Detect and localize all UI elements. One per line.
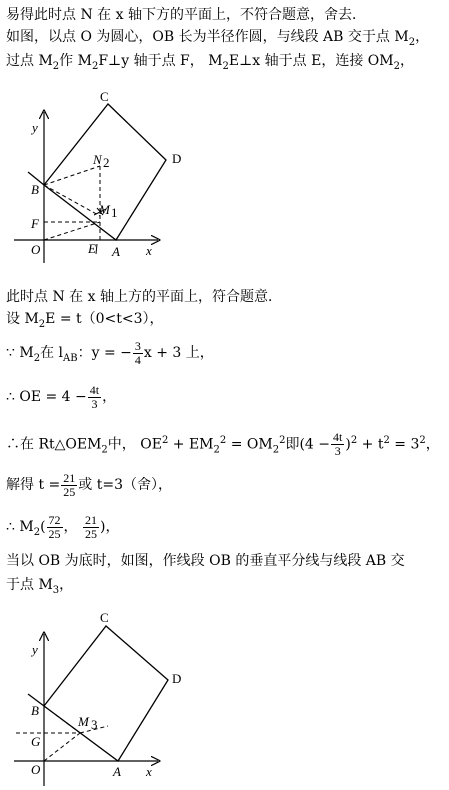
line12-text: 于点 M — [6, 577, 53, 593]
fig2-label-y: y — [32, 642, 38, 657]
line5-b: E = t（0<t<3）， — [45, 311, 164, 327]
fig2-label-g: G — [31, 734, 41, 749]
line3-sub2: 2 — [91, 60, 99, 72]
line8-f: (4 − — [299, 436, 331, 453]
line10-b: ( — [40, 519, 46, 535]
line8-h: + t — [357, 436, 384, 453]
line3-sub4: 2 — [393, 60, 400, 72]
line6-e: x + 3 上， — [143, 345, 214, 361]
oe-num: 4t — [89, 382, 100, 397]
eq-den: 3 — [334, 444, 341, 459]
m2x-den: 25 — [48, 526, 61, 541]
fig2-label-o: O — [31, 762, 41, 777]
line2-sub: 2 — [408, 36, 416, 48]
text-line-9 — [6, 470, 172, 500]
line10-a: ∴ M — [6, 519, 34, 535]
fig1-label-e: E — [88, 241, 96, 256]
line8-sup6: 2 — [419, 435, 426, 446]
line7-a: ∴ OE = 4 − — [6, 389, 87, 405]
oe-den: 3 — [91, 396, 98, 411]
oe-fraction — [88, 384, 101, 411]
fig2-label-m: M — [78, 714, 89, 729]
line8-sup2: 2 — [219, 435, 227, 446]
text-line-2 — [6, 28, 429, 52]
fig2-label-d: D — [172, 671, 182, 686]
line6-d: ：y = − — [77, 345, 132, 361]
fig1-label-y: y — [32, 120, 38, 135]
line3-sub3: 2 — [222, 60, 229, 72]
fig2-label-m-sub: 3 — [91, 717, 98, 732]
fig1-label-a: A — [112, 244, 120, 259]
line9-b: 或 t=3（舍）， — [78, 477, 172, 493]
line5-sub: 2 — [38, 318, 46, 330]
line6-sub: 2 — [33, 352, 41, 364]
line8-b: 中， OE — [107, 436, 162, 453]
line8-sup5: 2 — [383, 435, 390, 446]
line10-c: ， — [63, 519, 82, 535]
m2x-num: 72 — [48, 512, 61, 527]
fig1-dash-bm1 — [44, 185, 100, 216]
fig1-label-m-sub: 1 — [111, 205, 118, 220]
line8-a: ∴在 Rt△OEM — [6, 436, 102, 453]
line3-a: 过点 M — [6, 53, 53, 69]
text-line-1: 易得此时点 N 在 x 轴下方的平面上，不符合题意，舍去． — [6, 7, 366, 23]
t-den: 25 — [63, 484, 76, 499]
text-line-3 — [6, 52, 414, 76]
text-line-8 — [6, 426, 440, 465]
fig1-label-n-sub: 2 — [103, 155, 110, 170]
line8-sup3: 2 — [279, 435, 286, 446]
t-fraction — [61, 472, 77, 499]
eq-fraction — [331, 431, 344, 458]
line8-g: ) — [345, 436, 351, 453]
fig1-dash-om1 — [44, 222, 100, 240]
fig1-label-c: C — [100, 89, 109, 104]
line8-sub1: 2 — [101, 444, 108, 456]
line9-a: 解得 t = — [6, 477, 61, 493]
fig1-label-o: O — [31, 242, 41, 257]
line7-b: ， — [102, 389, 117, 405]
fig2-label-x: x — [146, 764, 152, 779]
m2y-fraction — [83, 514, 99, 541]
figure-2 — [0, 608, 200, 788]
line3-sub1: 2 — [52, 60, 60, 72]
line6-sub-ab: AB — [63, 352, 78, 364]
line8-d: = OM — [226, 436, 273, 453]
slope-num: 3 — [134, 338, 141, 353]
line3-b: 作 M — [59, 53, 92, 69]
line2-text: 如图，以点 O 为圆心，OB 长为半径作圆，与线段 AB 交于点 M — [6, 29, 409, 45]
fig1-label-n: N — [93, 152, 102, 167]
text-line-11: 当以 OB 为底时，如图，作线段 OB 的垂直平分线与线段 AB 交 — [6, 553, 405, 569]
line6-b: 在 l — [40, 345, 64, 361]
line8-e: 即 — [285, 436, 300, 453]
eq-num: 4t — [333, 430, 343, 445]
fig2-square — [44, 626, 168, 761]
line10-d: )， — [100, 519, 120, 535]
line5-a: 设 M — [6, 311, 39, 327]
text-line-5 — [6, 310, 164, 334]
fig1-tick-e — [96, 244, 97, 254]
line8-sub3: 2 — [272, 444, 280, 456]
line8-c: + EM — [168, 436, 214, 453]
text-line-12 — [6, 576, 73, 600]
line12-end: ， — [59, 577, 74, 593]
m2y-den: 25 — [85, 526, 97, 541]
line3-e: ， — [399, 53, 414, 69]
fig2-label-b: B — [31, 703, 39, 718]
fig1-label-b: B — [31, 182, 39, 197]
t-num: 21 — [63, 470, 76, 485]
line8-sub2: 2 — [213, 444, 220, 456]
line2-end: ， — [415, 29, 430, 45]
line6-a: ∵ M — [6, 345, 34, 361]
text-line-7 — [6, 382, 116, 412]
text-line-10 — [6, 512, 119, 548]
fig1-label-m: M — [99, 202, 110, 217]
fig1-dash-bn2 — [44, 166, 100, 185]
slope-fraction — [133, 340, 143, 367]
m2x-fraction — [47, 514, 63, 541]
line12-sub: 3 — [52, 584, 60, 596]
fig1-label-x: x — [146, 243, 152, 258]
text-line-6 — [6, 338, 214, 374]
m2y-num: 21 — [85, 512, 97, 527]
fig2-label-c: C — [100, 610, 109, 625]
slope-den: 4 — [134, 352, 141, 367]
fig1-label-f: F — [31, 216, 39, 231]
line8-j: ， — [425, 436, 440, 453]
text-line-4: 此时点 N 在 x 轴上方的平面上，符合题意． — [6, 289, 282, 305]
line3-d: E⊥x 轴于点 E，连接 OM — [228, 53, 394, 69]
figure-1 — [0, 88, 200, 266]
fig1-square — [44, 104, 166, 240]
line8-sup4: 2 — [350, 435, 358, 446]
line3-c: F⊥y 轴于点 F， M — [98, 53, 223, 69]
line10-sub: 2 — [33, 526, 41, 538]
line8-sup1: 2 — [161, 435, 169, 446]
line8-i: = 3 — [389, 436, 420, 453]
fig2-dash-om3 — [44, 733, 80, 761]
fig2-label-a: A — [113, 764, 121, 779]
fig1-label-d: D — [172, 151, 182, 166]
